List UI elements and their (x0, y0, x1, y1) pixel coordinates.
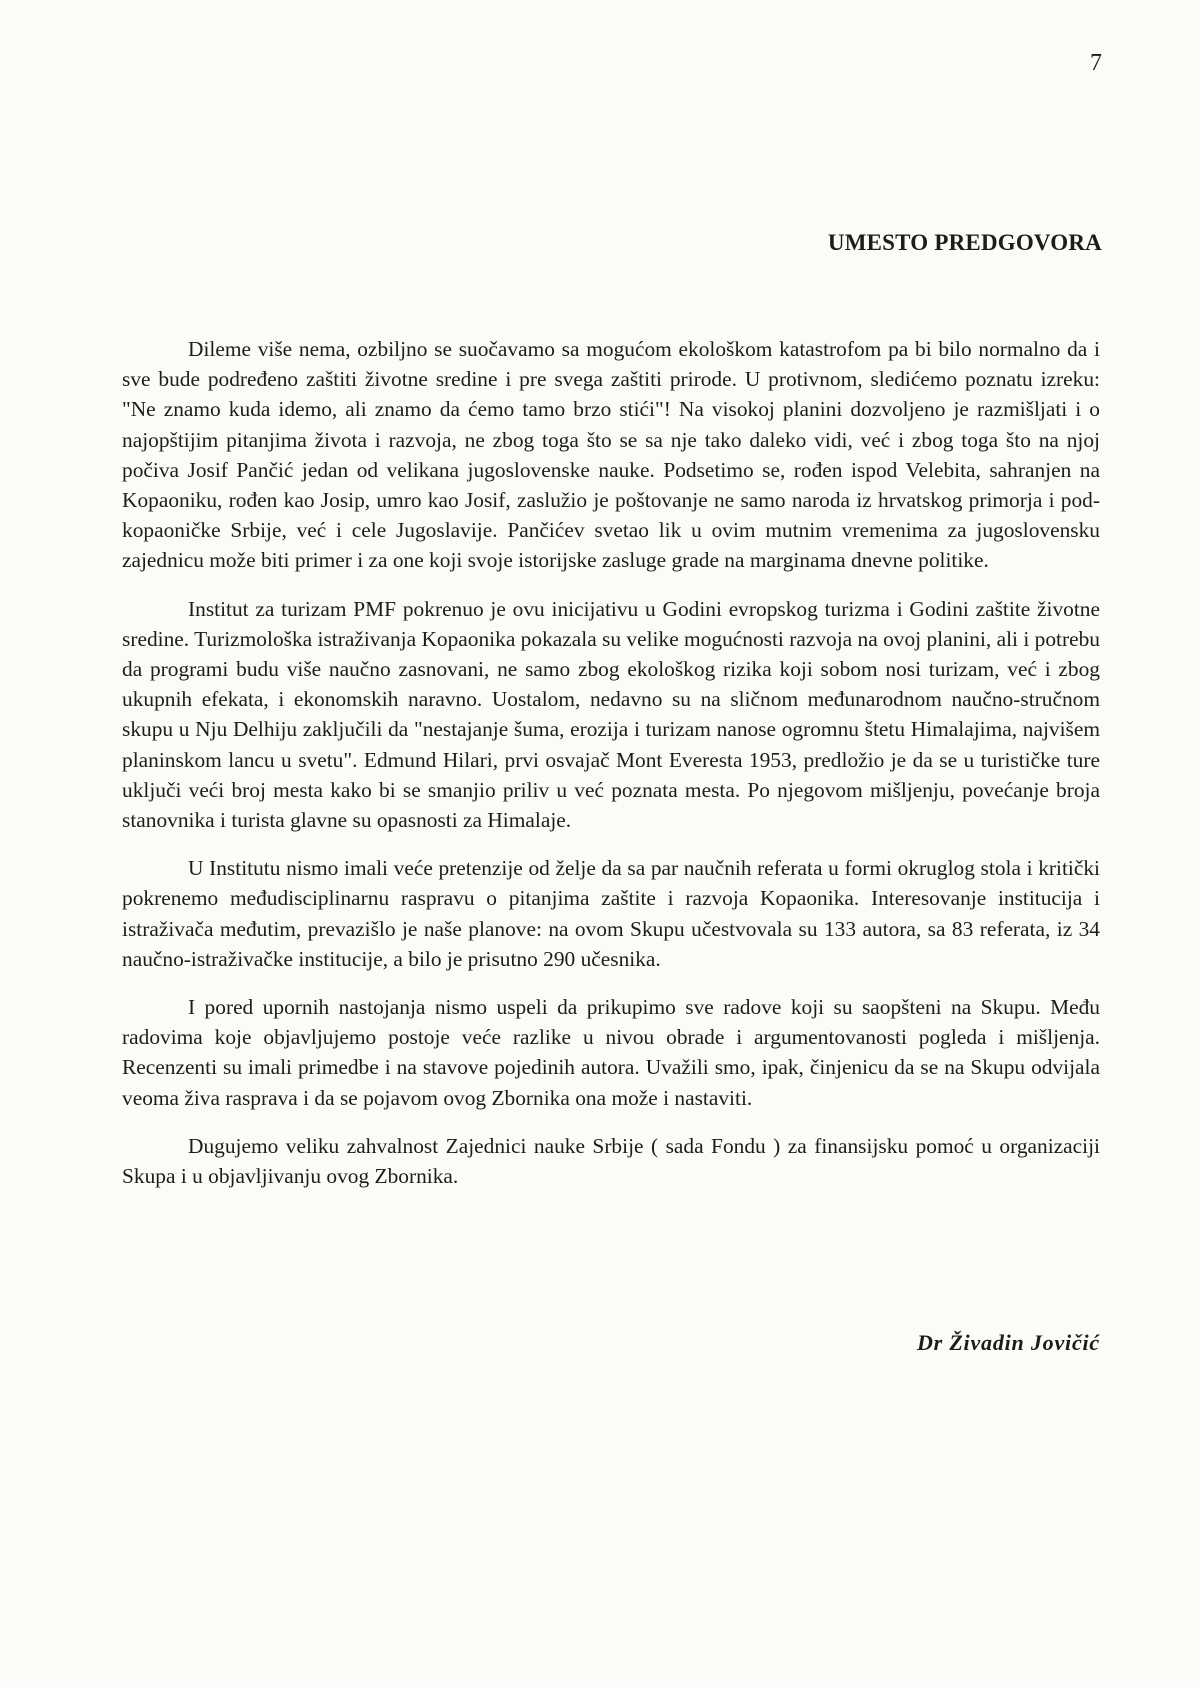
page-number: 7 (1090, 50, 1102, 76)
paragraph-5: Dugujemo veliku zahvalnost Zajednici nauke Srbije ( sada Fondu ) za finansijsku pomoć u organizaciji Skupa i u objavljivanju ovog Zbornika. (122, 1133, 1100, 1189)
preface-body (122, 334, 1100, 1209)
section-heading: UMESTO PREDGOVORA (827, 230, 1102, 255)
author-signature: Dr Živadin Jovičić (916, 1330, 1100, 1355)
paragraph-1: Dileme više nema, ozbiljno se suočavamo sa mogućom ekološkom katastrofom pa bi bilo normalno da i sve bude podređeno zaštiti životne sredine i pre svega zaštiti prirode. U protivnom, sledićemo poznatu izreku: "Ne znamo kuda idemo, ali znamo da ćemo tamo brzo stići"! Na visokoj planini dozvoljeno je razmišljati i o najopštijim pitanjima života i razvoja, ne zbog toga što se sa nje tako daleko vidi, već i zbog toga što na njoj počiva Josif Pančić jedan od velikana jugoslovenske nauke. Podsetimo se, rođen ispod Velebita, sahranjen na Kopaoniku, rođen kao Josip, umro kao Josif, zaslužio je poštovanje ne samo naroda iz hrvatskog primorja i pod-kopaoničke Srbije, već i cele Jugoslavije. Pančićev svetao lik u ovim mutnim vremenima za jugoslovensku zajednicu može biti primer i za one koji svoje istorijske zasluge grade na marginama dnevne politike. (122, 337, 1100, 573)
paragraph-2: Institut za turizam PMF pokrenuo je ovu inicijativu u Godini evropskog turizma i Godini zaštite životne sredine. Turizmološka istraživanja Kopaonika pokazala su velike mogućnosti razvoja na ovoj planini, ali i potrebu da programi budu više naučno zasnovani, ne samo zbog ekološkog rizika koji sobom nosi turizam, već i zbog ukupnih efekata, i ekonomskih naravno. Uostalom, nedavno su na sličnom međunarodnom naučno-stručnom skupu u Nju Delhiju zaključili da "nestajanje šuma, erozija i turizam nanose ogromnu štetu Himalajima, najvišem planinskom lancu u svetu". Edmund Hilari, prvi osvajač Mont Everesta 1953, predložio je da se u turističke ture uključi veći broj mesta kako bi se smanjio priliv u već poznata mesta. Po njegovom mišljenju, povećanje broja stanovnika i turista glavne su opasnosti za Himalaje. (122, 596, 1100, 833)
paragraph-3: U Institutu nismo imali veće pretenzije od želje da sa par naučnih referata u formi okruglog stola i kritički pokrenemo međudisciplinarnu raspravu o pitanjima zaštite i razvoja Kopaonika. Interesovanje institucija i istraživača međutim, prevazišlo je naše planove: na ovom Skupu učestvovala su 133 autora, sa 83 referata, iz 34 naučno-istraživačke institucije, a bilo je prisutno 290 učesnika. (122, 856, 1100, 971)
paragraph-4: I pored upornih nastojanja nismo uspeli da prikupimo sve radove koji su saopšteni na Skupu. Među radovima koje objavljujemo postoje veće razlike u nivou obrade i argumentovanosti pogleda i mišljenja. Recenzenti su imali primedbe i na stavove pojedinih autora. Uvažili smo, ipak, činjenicu da se na Skupu odvijala veoma živa rasprava i da se pojavom ovog Zbornika ona može i nastaviti. (122, 995, 1100, 1110)
